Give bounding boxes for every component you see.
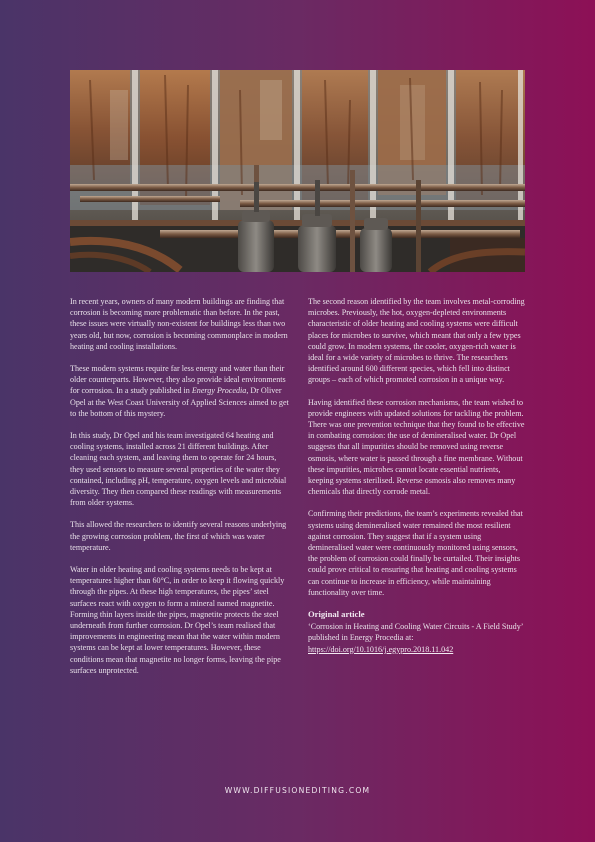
source-heading: Original article — [308, 609, 365, 620]
rusted-pipes-illustration — [70, 70, 525, 272]
article-paragraph: This allowed the researchers to identify several reasons underlying the growing corrosion problem, the first of which was water temperature. — [70, 520, 287, 552]
valve-right-icon — [360, 218, 392, 272]
paragraph-text: These modern systems require far less energy and water than their older counterparts. However, they also provide ideal environments for corrosion. In a study published in — [70, 364, 286, 396]
article-paragraph: Having identified these corrosion mechanisms, the team wished to provide engineers with updated solutions for tackling the problem. There was one prevention technique that they found to be effective in combating corrosion: the use of demineralised water. Dr Opel suggests that all impurities should be removed using reverse osmosis, where water is passed through a fine membrane. Without these impurities, microbes cannot locate essential nutrients, keeping systems sterilised. Reverse osmosis also removes many chemicals that directly corrode metal. — [308, 397, 525, 497]
article-paragraph: In this study, Dr Opel and his team investigated 64 heating and cooling systems, installed across 21 different buildings. After cleaning each system, and leaving them to operate for 24 hours, they used sensors to measure several properties of the water they contained, including pH, temperature, oxygen levels and microbial diversity. They then compared these readings with measurements from older systems. — [70, 431, 287, 508]
doi-link[interactable]: https://doi.org/10.1016/j.egypro.2018.11.042 — [308, 644, 454, 654]
article-paragraph — [70, 363, 289, 419]
source-reference — [308, 621, 527, 655]
footer-website-url: WWW.DIFFUSIONEDITING.COM — [224, 786, 371, 795]
article-left-column — [70, 296, 289, 687]
article-paragraph: Water in older heating and cooling systems needs to be kept at temperatures higher than 60°C, in order to keep it flowing quickly through the pipes. At these high temperatures, the pipes’ steel surfaces react with oxygen to form a mineral named magnetite. Forming thin layers inside the pipes, magnetite protects the steel underneath from further corrosion. Dr Opel’s team realised that improvements in engineering mean that the water within modern systems can be kept at lower temperatures. However, these conditions mean that magnetite no longer forms, leaving the pipe surfaces unprotected. — [70, 565, 285, 675]
article-paragraph: The second reason identified by the team involves metal-corroding microbes. Previously, the hot, oxygen-depleted environments characteristic of older heating and cooling systems were difficult places for microbes to survive, which meant that only a few types could grow. In modern systems, the cooler, oxygen-rich water is ideal for a wide variety of microbes to thrive. The researchers identified around 600 different species, which fell into distinct groups – each of which promoted corrosion in a unique way. — [308, 297, 525, 385]
article-paragraph: In recent years, owners of many modern buildings are finding that corrosion is becoming more problematic than before. In the past, these issues were virtually non-existent for buildings less than two years old, but now, corrosion is becoming commonplace in modern heating and cooling installations. — [70, 297, 288, 351]
article-right-column — [308, 296, 527, 666]
article-paragraph: Confirming their predictions, the team’s experiments revealed that systems using demineralised water remained the most resilient against corrosion. They suggest that if a system using demineralised water were continuously monitored using sensors, the problem of corrosion could finally be curtailed. Their insights could prove critical to ensuring that heating and cooling systems can continue to increase in efficiency, while maintaining functionality over time. — [308, 509, 523, 597]
header-photo-rusted-pipes — [70, 70, 525, 272]
source-reference-text: ‘Corrosion in Heating and Cooling Water Circuits - A Field Study’ published in Energy Procedia at: — [308, 622, 523, 643]
journal-name: Energy Procedia — [191, 386, 247, 396]
paragraph-text: , Dr Oliver Opel at the West Coast University of Applied Sciences aimed to get to the bottom of this mystery. — [70, 386, 289, 418]
